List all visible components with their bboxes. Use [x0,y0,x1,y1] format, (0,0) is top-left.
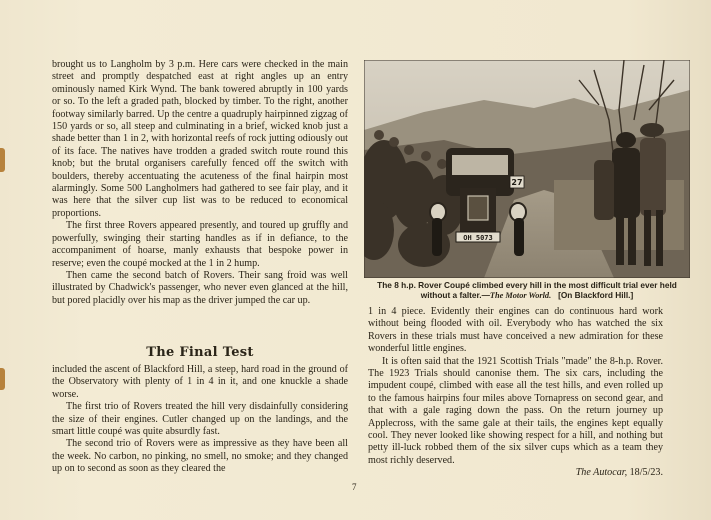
number-plate: OH 5073 [463,234,493,242]
binding-mark [0,368,5,390]
binding-mark [0,148,5,172]
paragraph: The first three Rovers appeared presently, and toured up gruffly and powerfully, swinging their starting handles as if in defiance, to the accompaniment of hoarse, manly exhausts that bespoke power in reserve; even the coupé mocked at the 1 in 2 hump. [52,220,348,269]
rover-coupe-photograph [364,60,690,278]
section-heading: The Final Test [146,345,254,360]
caption-location: [On Blackford Hill.] [558,289,634,300]
left-column-top [52,59,348,307]
publication-name: The Autocar, [575,467,628,479]
photo-caption [364,281,690,300]
paragraph: It is often said that the 1921 Scottish Trials "made" the 8-h.p. Rover. The 1923 Trials should canonise them. The six cars, including the impudent coupé, climbed with ease all the test hills, and even rolled up to the famous hairpins four miles above Tornapress on second gear, and that with a gale raging down the pass. On the return journey up Applecross, with the same gale at their tails, the engines kept equally cool. They never looked like showing respect for a hill, and nothing but petty ill-luck robbed them of the six silver cups which as a team they most richly deserved. [368,355,663,466]
competition-number: 27 [511,178,523,187]
source-signoff [368,467,663,479]
page-number: 7 [352,482,357,492]
right-column [368,306,663,480]
publication-date: 18/5/23. [629,467,663,479]
paragraph: The second trio of Rovers were as impressive as they have been all the week. No carbon, no pinking, no smell, no smoke; and they changed up on to second as soon as they cleared the [52,438,348,475]
paragraph: The first trio of Rovers treated the hill very disdainfully considering the size of their engines. Cutler changed up on the landings, and the smart little coupé was quite absurdly fast. [52,401,348,438]
caption-text: The 8 h.p. Rover Coupé climbed every hill in the most difficult trial ever held without a falter.— [377,280,677,300]
paragraph: included the ascent of Blackford Hill, a steep, hard road in the ground of the Observatory with plenty of 1 in 4 in it, and one knuckle a shade worse. [52,364,348,400]
paragraph: Then came the second batch of Rovers. Their sang froid was well illustrated by Chadwick's passenger, who never even glanced at the hill, but pored placidly over his map as the driver jumped the car up. [52,269,348,306]
paragraph: 1 in 4 piece. Evidently their engines can do continuous hard work without being flooded with oil. Everybody who has watched the six Rovers in these trials must have conceived a new admiration for these wonderful little engines. [368,306,663,355]
paragraph: brought us to Langholm by 3 p.m. Here cars were checked in the main street and promptly despatched east at right angles up an entry ominously named Kirk Wynd. The bank towered abruptly in 100 yards or so. To the left a graded path, blocked by timber. To the right, another footway similarly barred. Up the centre a quadruply hairpinned zigzag of 150 yards or so, all steep and culminating in a brief, wicked knob just a shade better than 1 in 2, with horizontal reefs of rock jutting odiously out of its face. The natives have trodden a graded switch route round this knob; but the brutal organisers carefully fenced off the switch with boulders, thereby accentuating the acuteness of the final hairpin most alarmingly. Some 500 Langholmers had gathered to see fair play, and it was here that the silver cup list was to be reduced to economical proportions. [52,59,348,219]
left-column-bottom [52,364,348,476]
caption-source: The Motor World. [489,290,552,300]
photo-illustration [364,60,690,278]
